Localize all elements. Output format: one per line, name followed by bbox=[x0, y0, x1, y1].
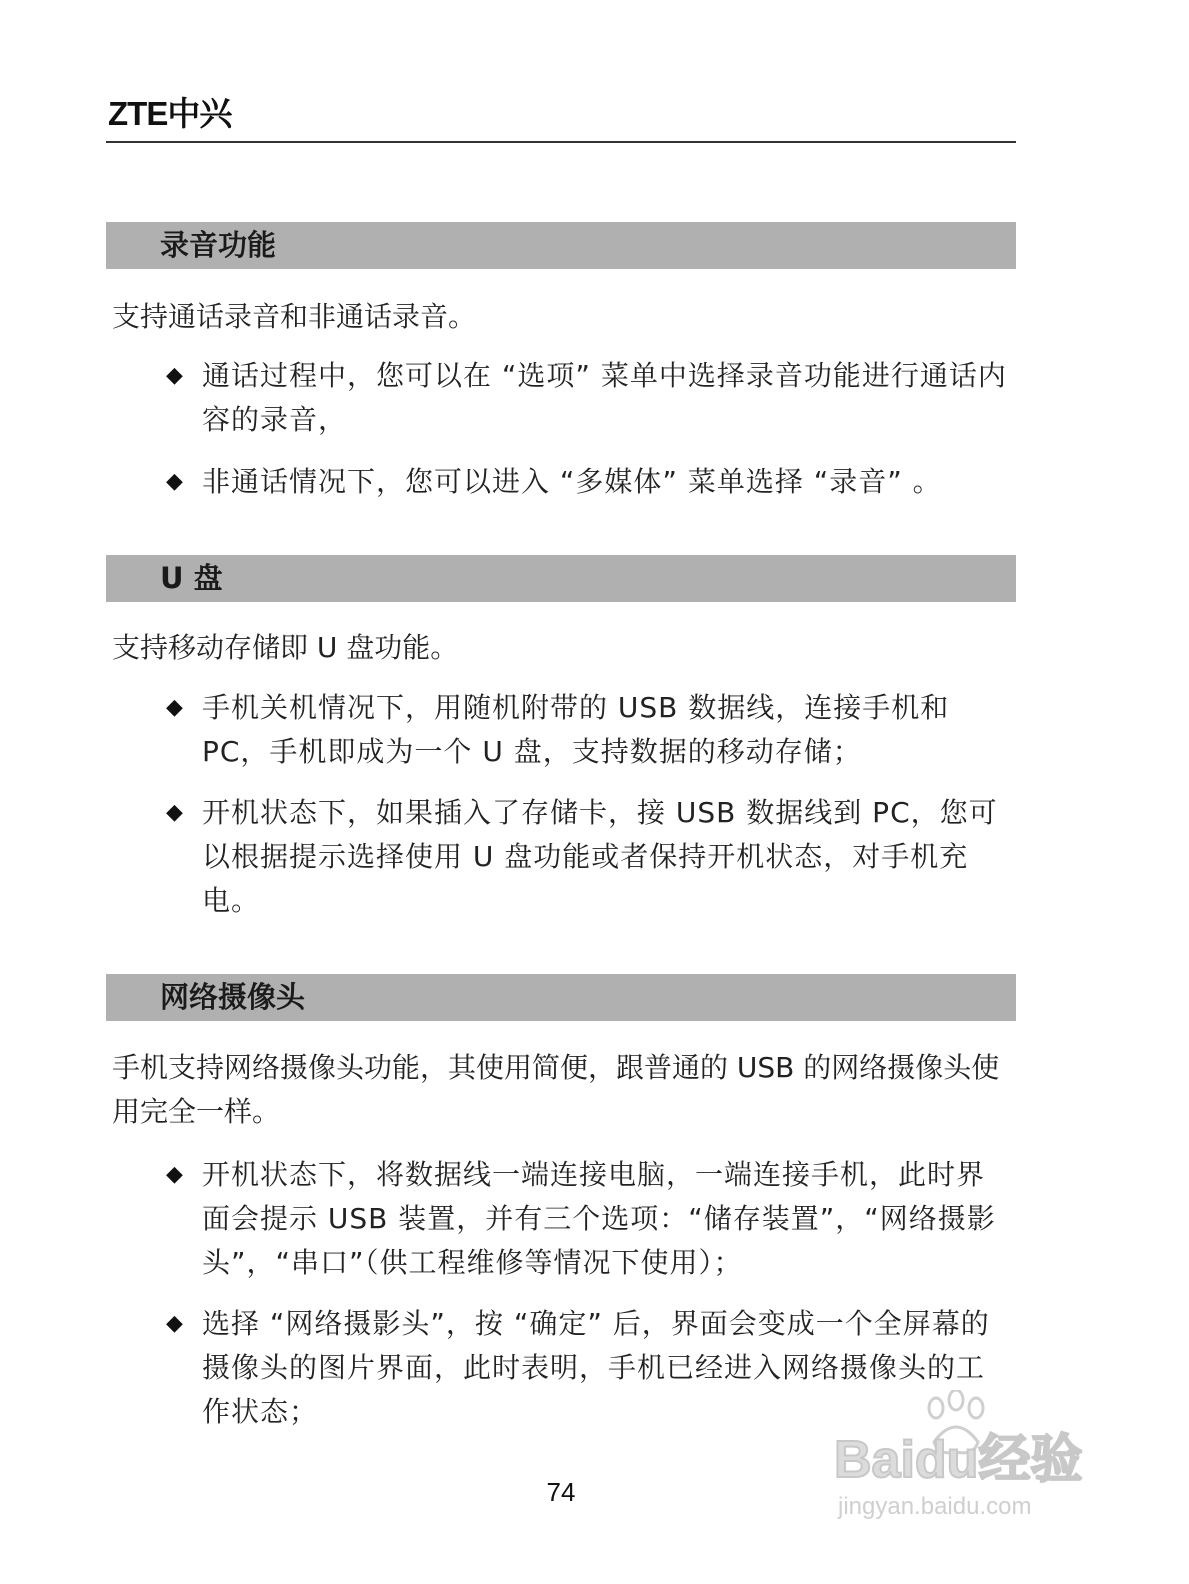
section-title: U 盘 bbox=[160, 561, 223, 595]
list-item-text: 非通话情况下，您可以进入 “多媒体” 菜单选择 “录音” 。 bbox=[202, 465, 942, 498]
section-title: 录音功能 bbox=[160, 228, 277, 262]
section-intro: 手机支持网络摄像头功能，其使用简便，跟普通的 USB 的网络摄像头使用完全一样。 bbox=[112, 1051, 1000, 1128]
section-header-recording bbox=[106, 222, 1016, 269]
section-header-webcam bbox=[106, 974, 1016, 1021]
header-divider bbox=[106, 141, 1016, 143]
diamond-icon: ◆ bbox=[166, 800, 183, 825]
diamond-icon: ◆ bbox=[166, 1162, 183, 1187]
list-item-text: 选择 “网络摄影头”，按 “确定” 后，界面会变成一个全屏幕的摄像头的图片界面，此时表明，手机已经进入网络摄像头的工作状态； bbox=[202, 1307, 990, 1428]
list-item bbox=[166, 354, 1012, 442]
list-item-text: 开机状态下，如果插入了存储卡，接 USB 数据线到 PC，您可以根据提示选择使用 U 盘功能或者保持开机状态，对手机充电。 bbox=[202, 796, 998, 917]
diamond-icon: ◆ bbox=[166, 1311, 183, 1336]
diamond-icon: ◆ bbox=[166, 695, 183, 720]
section-header-usb-disk bbox=[106, 555, 1016, 602]
list-item-text: 通话过程中，您可以在 “选项” 菜单中选择录音功能进行通话内容的录音， bbox=[202, 359, 1007, 436]
list-item-text: 开机状态下，将数据线一端连接电脑，一端连接手机，此时界面会提示 USB 装置，并有三个选项：“储存装置”，“网络摄影头”，“串口”（供工程维修等情况下使用）； bbox=[202, 1158, 996, 1279]
section-intro: 支持通话录音和非通话录音。 bbox=[112, 300, 477, 333]
page-number: 74 bbox=[546, 1477, 576, 1507]
zte-logo: ZTE中兴 bbox=[108, 95, 232, 132]
watermark-url: jingyan.baidu.com bbox=[838, 1493, 1032, 1520]
baidu-watermark bbox=[830, 1390, 1130, 1540]
list-item bbox=[166, 460, 1012, 504]
list-item-text: 手机关机情况下，用随机附带的 USB 数据线，连接手机和 PC，手机即成为一个 U 盘，支持数据的移动存储； bbox=[202, 691, 950, 768]
list-item bbox=[166, 1153, 1012, 1285]
watermark-brand: Baidu经验 bbox=[834, 1431, 1083, 1489]
diamond-icon: ◆ bbox=[166, 469, 183, 494]
section-intro: 支持移动存储即 U 盘功能。 bbox=[112, 631, 459, 664]
section-title: 网络摄像头 bbox=[160, 980, 306, 1014]
list-item bbox=[166, 686, 1012, 774]
diamond-icon: ◆ bbox=[166, 363, 183, 388]
list-item bbox=[166, 791, 1012, 923]
